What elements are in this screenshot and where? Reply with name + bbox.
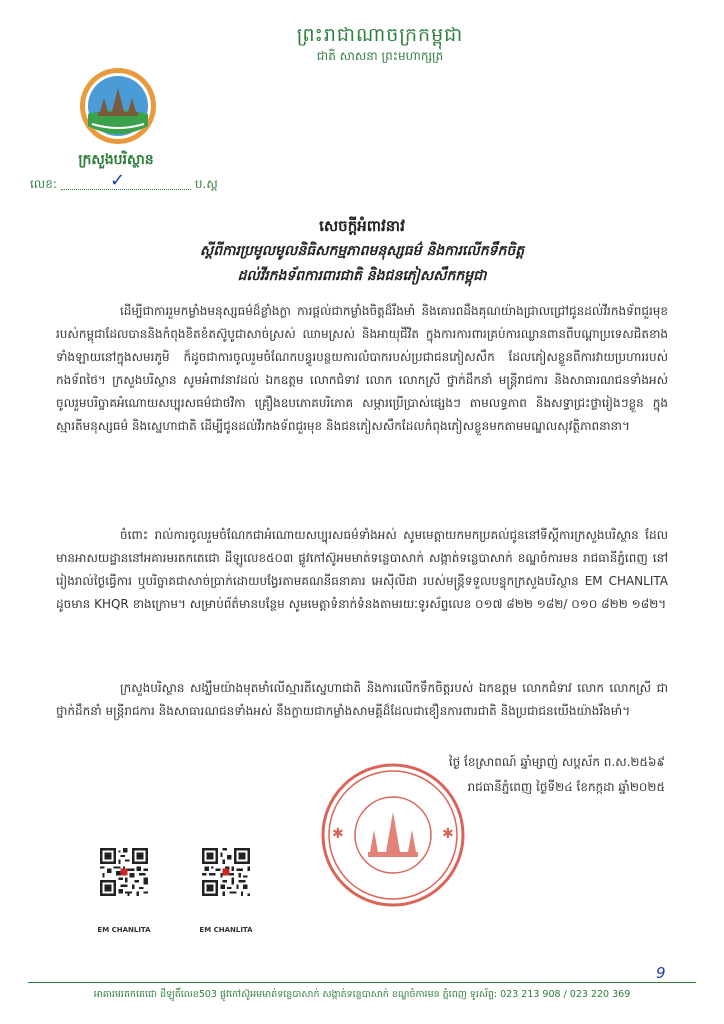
national-motto: ជាតិ សាសនា ព្រះមហាក្សត្រ <box>316 49 444 63</box>
solar-date: រាជធានីភ្នំពេញ ថ្ងៃទី២៤ ខែកក្កដា ឆ្នាំ២០២៥ <box>467 780 665 794</box>
body-paragraph-3: ក្រសួងបរិស្ថាន សង្ឃឹមយ៉ាងមុតមាំលើស្មារតីស្នេហាជាតិ និងការលើកទឹកចិត្តរបស់ ឯកឧត្តម លោកជំទាវ លោក លោកស្រី ជាថ្នាក់ដឹកនាំ មន្ត្រីរាជការ និងសាធារណជនទាំងអស់ នឹងក្លាយជាកម្លាំងសាមគ្គីដ៏ដែលជាខឿនការពារជាតិ និងប្រជាជនយើងយ៉ាងរឹងមាំ។ <box>56 681 668 718</box>
document-title: សេចក្តីអំពាវនាវ <box>319 217 405 235</box>
qr-label-1: EM CHANLITA <box>97 926 151 934</box>
document-subtitle-line1: ស្តីពីការប្រមូលមូលនិធិសកម្មភាពមនុស្សធម៌ និងការលើកទឹកចិត្ត <box>199 243 525 259</box>
page-number: 9 <box>656 964 666 982</box>
khqr-code-1 <box>100 848 148 896</box>
svg-text:✱: ✱ <box>332 826 344 842</box>
svg-text:✱: ✱ <box>442 826 454 842</box>
reference-number-line <box>30 176 290 194</box>
ref-suffix: ប.ស្ត <box>194 177 218 191</box>
qr-label-2: EM CHANLITA <box>199 926 253 934</box>
kingdom-heading: ព្រះរាជាណាចក្រកម្ពុជា <box>296 24 464 46</box>
ref-label: លេខ: <box>30 177 57 191</box>
body-paragraph-2: ចំពោះ រាល់ការចូលរួមចំណែកជាអំណោយសប្បុរសធម៌ទាំងអស់ សូមមេត្តាយកមកប្រគល់ជូននៅទីស្តីការក្រសួងបរិស្ថាន ដែលមានអាសយដ្ឋាននៅអគារមរតកតេជោ ដីឡូលេខ៥០៣ ផ្លូវកៅស៊ូអមមាត់ទន្លេបាសាក់ សង្កាត់ទន្លេបាសាក់ ខណ្ឌចំការមន រាជធានីភ្នំពេញ នៅរៀងរាល់ថ្ងៃធ្វើការ ឬបរិច្ចាគជាសាច់ប្រាក់ដោយបង្វែរតាមគណនីធនាគារ អេស៊ីលីដា របស់មន្ត្រីទទួលបន្ទុកក្រសួងបរិស្ថាន EM CHANLITA ដូចមាន KHQR ខាងក្រោម។ សម្រាប់ព័ត៌មានបន្ថែម សូមមេត្តាទំនាក់ទំនងតាមរយៈទូរស័ព្ទលេខ ០១៧ ៨២២ ១៨២/ ០១០ ៨២២ ១៨២។ <box>56 528 668 611</box>
document-subtitle-line2: ដល់វីរកងទ័ពការពារជាតិ និងជនភៀសសឹកកម្ពុជា <box>237 268 487 284</box>
ref-dots <box>61 179 191 190</box>
khqr-code-2 <box>202 848 250 896</box>
body-paragraph-1: ដើម្បីជាការរួមកម្លាំងមនុស្សធម៌ដ៏ខ្លាំងក្លា ការផ្តល់ជាកម្លាំងចិត្តដ៏រឹងមាំ និងគោរពដឹងគុណយ៉ាងជ្រាលជ្រៅជូនដល់វីរកងទ័ពជួរមុខរបស់កម្ពុជាដែលបាននិងកំពុងខិតខំតស៊ូបូជាសាច់ស្រស់ ឈាមស្រស់ និងអាយុជីវិត ក្នុងការការពារគ្រប់ការឈ្លានពានពីបណ្តាប្រទេសជិតខាងទាំងឡាយនៅក្នុងសមរភូមិ ក៏ដូចជាការចូលរួមចំណែកបន្ធូរបន្ថយការលំបាករបស់ប្រជាជនភៀសសឹក ដែលភៀសខ្លួនពីការវាយប្រហាររបស់កងទ័ពថៃ។ ក្រសួងបរិស្ថាន សូមអំពាវនាវដល់ ឯកឧត្តម លោកជំទាវ លោក លោកស្រី ថ្នាក់ដឹកនាំ មន្ត្រីរាជការ និងសាធារណជនទាំងអស់ ចូលរួមបរិច្ចាគអំណោយសប្បុរសធម៌ជាថវិកា គ្រឿងឧបភោគបរិភោគ សម្ភារប្រើប្រាស់ផ្សេងៗ តាមលទ្ធភាព និងសទ្ធាជ្រះថ្លារៀងៗខ្លួន ក្នុងស្មារតីមនុស្សធម៌ និងស្នេហាជាតិ ដើម្បីជូនដល់វីរកងទ័ពជួរមុខ និងជនភៀសសឹកដែលកំពុងភៀសខ្លួនមកតាមមណ្ឌលសុវត្ថិភាពនានា។ <box>56 304 668 433</box>
ministry-name: ក្រសួងបរិស្ថាន <box>78 152 154 168</box>
footer-address: អាគារមរតកតេជោ ដីឡូតិ៍លេខ503 ផ្លូវកៅស៊ូអមមាត់ទន្លេបាសាក់ សង្កាត់ទន្លេបាសាក់ ខណ្ឌចំការមន ភ្នំពេញ ទូរស័ព្ទ: 023 213 908 / 023 220 369 <box>93 989 631 1000</box>
checkmark-icon: ✓ <box>110 170 126 191</box>
ministry-logo <box>78 66 158 146</box>
footer-divider <box>28 982 696 983</box>
lunar-date: ថ្ងៃ ខែស្រាពណ៍ ឆ្នាំម្សាញ់ សប្តស័ក ព.ស.២៥៦៩ <box>448 755 665 769</box>
